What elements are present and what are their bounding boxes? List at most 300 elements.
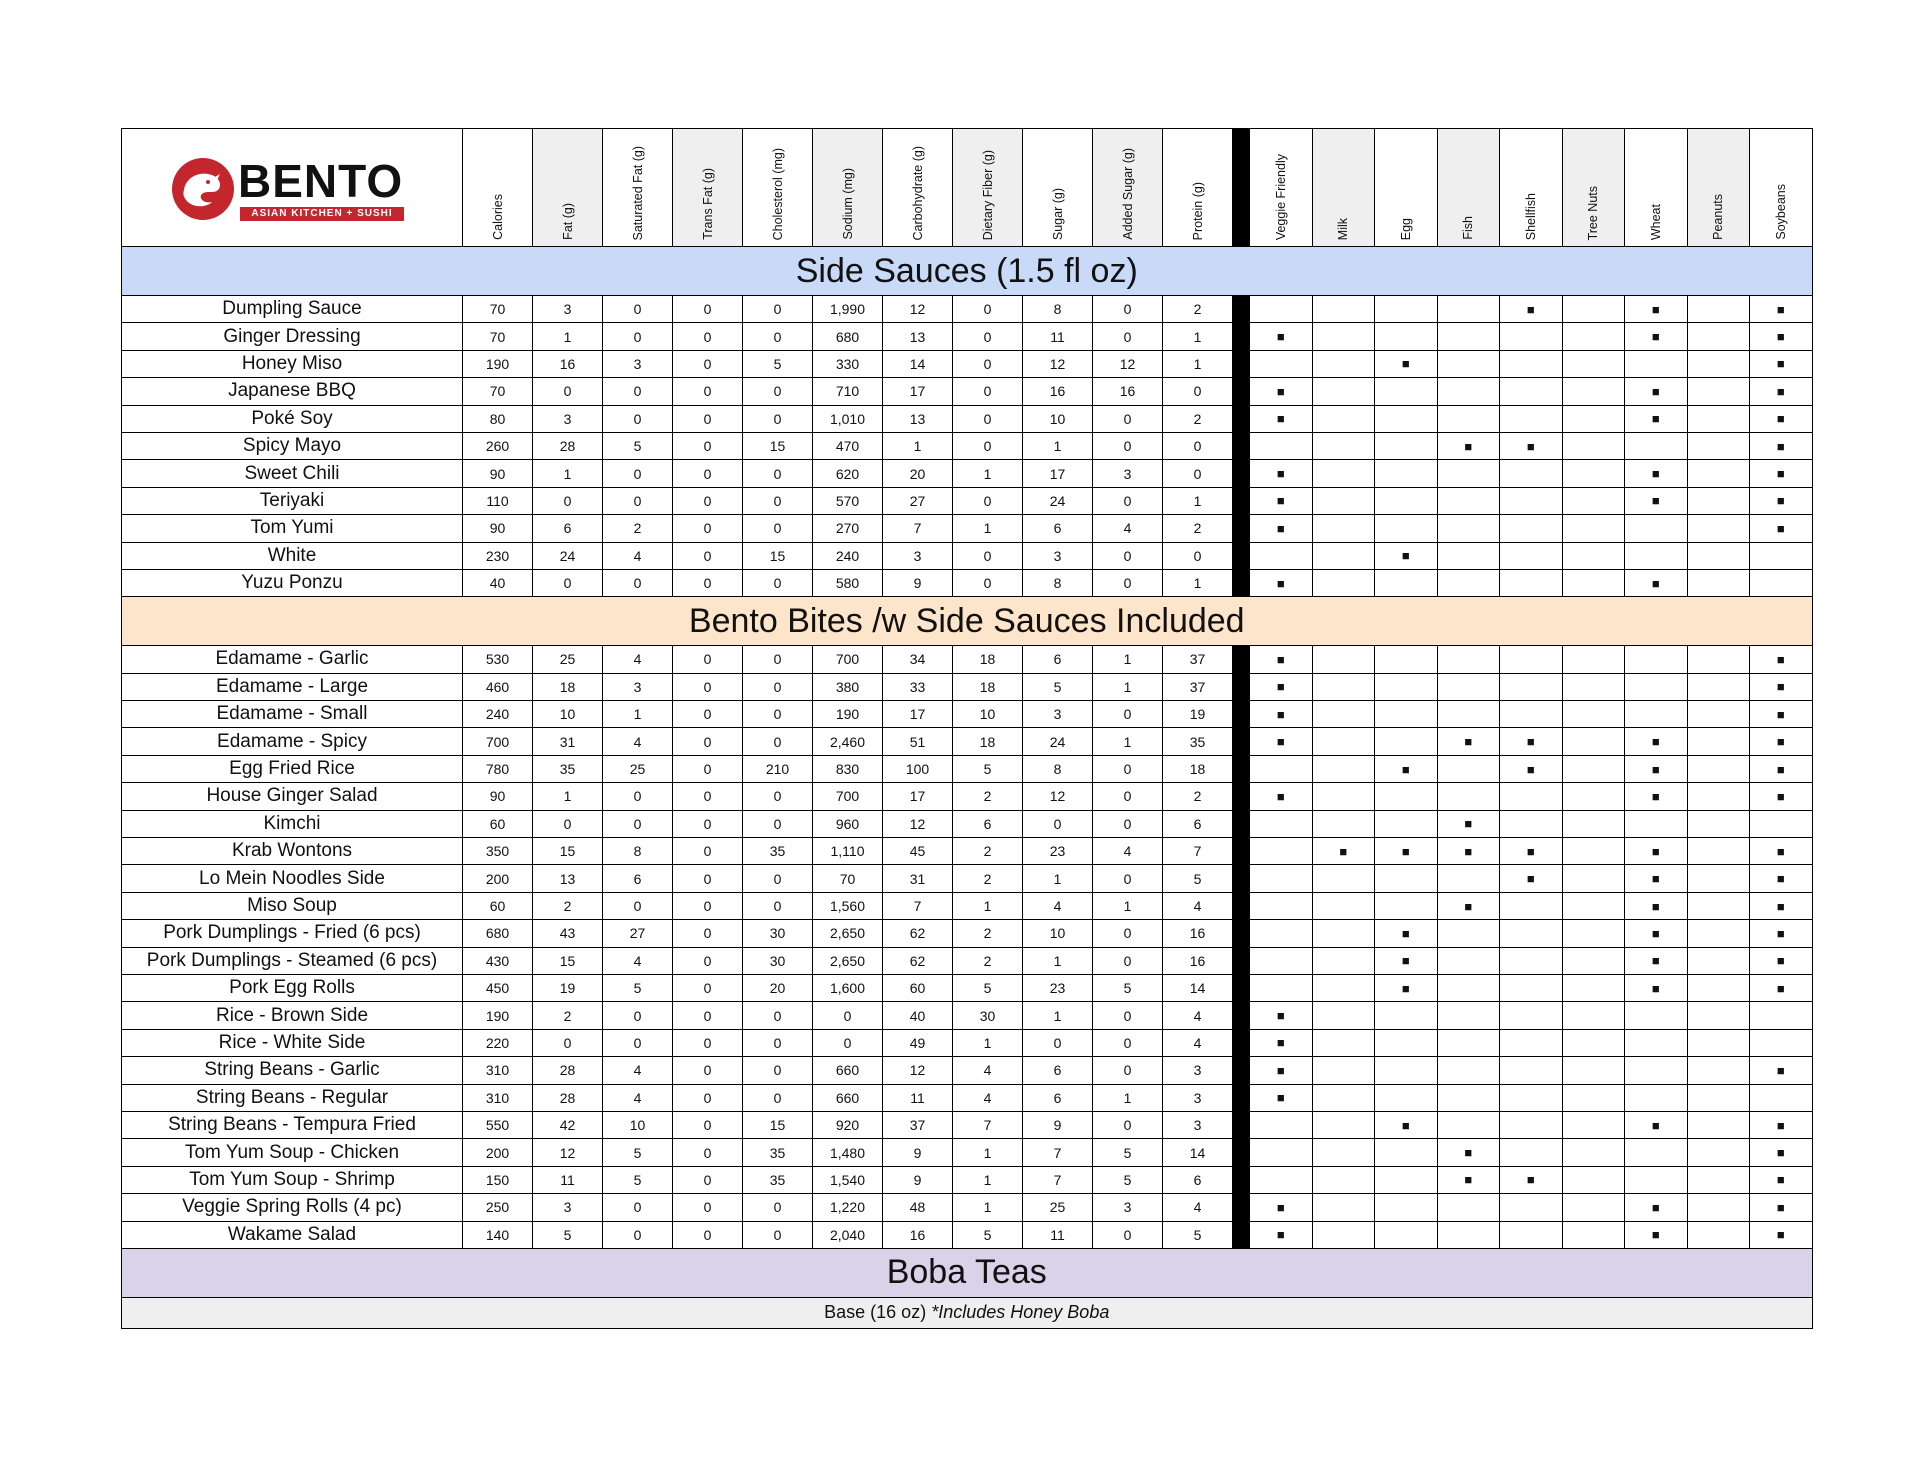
nutrition-value: 62 — [883, 947, 953, 974]
column-divider — [1233, 892, 1250, 919]
allergen-cell — [1625, 296, 1688, 323]
nutrition-value: 6 — [1163, 1166, 1233, 1193]
nutrition-value: 450 — [463, 974, 533, 1001]
item-name: Spicy Mayo — [122, 432, 463, 459]
allergen-mark: ■ — [1651, 329, 1660, 345]
nutrition-value: 0 — [603, 296, 673, 323]
nutrition-value: 14 — [883, 350, 953, 377]
allergen-cell — [1687, 974, 1750, 1001]
nutrition-value: 0 — [1093, 701, 1163, 728]
allergen-cell — [1687, 947, 1750, 974]
column-divider — [1233, 1002, 1250, 1029]
nutrition-value: 2 — [533, 1002, 603, 1029]
nutrition-value: 2 — [1163, 515, 1233, 542]
allergen-cell — [1312, 810, 1375, 837]
allergen-cell — [1562, 1084, 1625, 1111]
nutrition-value: 0 — [673, 1139, 743, 1166]
allergen-cell — [1375, 1111, 1438, 1138]
allergen-cell — [1375, 515, 1438, 542]
nutrition-value: 0 — [1093, 1057, 1163, 1084]
nutrition-value: 0 — [673, 515, 743, 542]
nutrition-value: 0 — [743, 569, 813, 596]
nutrition-value: 2 — [1163, 296, 1233, 323]
nutrition-value: 5 — [1093, 1139, 1163, 1166]
nutrition-value: 0 — [1023, 810, 1093, 837]
column-header-fish — [1437, 129, 1500, 247]
allergen-cell — [1562, 865, 1625, 892]
allergen-cell — [1500, 1111, 1563, 1138]
nutrition-value: 15 — [743, 542, 813, 569]
allergen-cell — [1625, 1166, 1688, 1193]
column-header-label: Soybeans — [1773, 184, 1788, 240]
nutrition-value: 9 — [883, 1139, 953, 1166]
column-divider — [1233, 1139, 1250, 1166]
allergen-cell — [1437, 296, 1500, 323]
allergen-cell — [1500, 783, 1563, 810]
nutrition-value: 0 — [1093, 432, 1163, 459]
nutrition-value: 7 — [883, 892, 953, 919]
allergen-cell — [1750, 542, 1813, 569]
nutrition-value: 0 — [673, 838, 743, 865]
allergen-cell — [1312, 1084, 1375, 1111]
nutrition-value: 14 — [1163, 1139, 1233, 1166]
allergen-cell — [1625, 542, 1688, 569]
nutrition-value: 0 — [673, 1002, 743, 1029]
nutrition-value: 0 — [673, 1029, 743, 1056]
nutrition-value: 0 — [603, 783, 673, 810]
allergen-cell — [1437, 947, 1500, 974]
nutrition-value: 7 — [1023, 1139, 1093, 1166]
allergen-cell — [1500, 1139, 1563, 1166]
allergen-cell — [1375, 920, 1438, 947]
allergen-cell — [1562, 947, 1625, 974]
nutrition-value: 0 — [743, 810, 813, 837]
nutrition-value: 15 — [533, 838, 603, 865]
table-row — [122, 569, 1813, 596]
allergen-cell — [1750, 974, 1813, 1001]
allergen-cell — [1562, 1002, 1625, 1029]
allergen-cell — [1375, 405, 1438, 432]
nutrition-value: 0 — [673, 323, 743, 350]
allergen-cell — [1562, 460, 1625, 487]
nutrition-value: 0 — [1023, 1029, 1093, 1056]
nutrition-value: 0 — [673, 810, 743, 837]
allergen-cell — [1562, 569, 1625, 596]
allergen-mark: ■ — [1776, 520, 1785, 536]
table-row — [122, 1084, 1813, 1111]
nutrition-value: 5 — [603, 1139, 673, 1166]
allergen-cell — [1687, 569, 1750, 596]
allergen-cell — [1312, 1194, 1375, 1221]
nutrition-value: 4 — [1163, 1029, 1233, 1056]
allergen-cell — [1500, 432, 1563, 459]
allergen-cell — [1250, 515, 1313, 542]
allergen-cell — [1750, 728, 1813, 755]
nutrition-value: 23 — [1023, 974, 1093, 1001]
allergen-cell — [1312, 865, 1375, 892]
column-header-label: Milk — [1336, 217, 1351, 240]
column-divider — [1233, 487, 1250, 514]
nutrition-value: 4 — [1093, 838, 1163, 865]
nutrition-value: 11 — [1023, 1221, 1093, 1248]
allergen-cell — [1750, 947, 1813, 974]
column-header-label: Trans Fat (g) — [700, 168, 715, 240]
nutrition-value: 10 — [1023, 405, 1093, 432]
allergen-mark: ■ — [1776, 438, 1785, 454]
nutrition-value: 460 — [463, 673, 533, 700]
allergen-cell — [1250, 974, 1313, 1001]
allergen-cell — [1500, 515, 1563, 542]
item-name: String Beans - Tempura Fried — [122, 1111, 463, 1138]
allergen-cell — [1375, 755, 1438, 782]
allergen-mark: ■ — [1526, 761, 1535, 777]
nutrition-value: 680 — [813, 323, 883, 350]
nutrition-value: 6 — [1023, 646, 1093, 673]
allergen-cell — [1750, 810, 1813, 837]
allergen-cell — [1625, 865, 1688, 892]
nutrition-value: 0 — [743, 1002, 813, 1029]
nutrition-value: 24 — [1023, 728, 1093, 755]
nutrition-value: 0 — [673, 432, 743, 459]
allergen-cell — [1312, 515, 1375, 542]
nutrition-value: 1 — [883, 432, 953, 459]
nutrition-value: 3 — [1163, 1111, 1233, 1138]
allergen-mark: ■ — [1651, 1227, 1660, 1243]
allergen-cell — [1375, 432, 1438, 459]
section-title: Side Sauces (1.5 fl oz) — [122, 247, 1813, 296]
allergen-mark: ■ — [1276, 520, 1285, 536]
column-divider — [1233, 810, 1250, 837]
nutrition-value: 0 — [533, 487, 603, 514]
nutrition-value: 6 — [533, 515, 603, 542]
allergen-mark: ■ — [1776, 761, 1785, 777]
allergen-cell — [1250, 569, 1313, 596]
logo-cell — [122, 129, 463, 247]
nutrition-value: 90 — [463, 515, 533, 542]
nutrition-value: 4 — [1163, 1002, 1233, 1029]
nutrition-value: 190 — [813, 701, 883, 728]
allergen-mark: ■ — [1276, 383, 1285, 399]
allergen-cell — [1500, 1057, 1563, 1084]
nutrition-value: 1 — [1093, 892, 1163, 919]
allergen-cell — [1312, 673, 1375, 700]
nutrition-value: 5 — [953, 755, 1023, 782]
boba-base-cell — [122, 1297, 1813, 1328]
allergen-cell — [1250, 1166, 1313, 1193]
nutrition-value: 780 — [463, 755, 533, 782]
column-header-peanuts — [1687, 129, 1750, 247]
allergen-cell — [1312, 947, 1375, 974]
nutrition-value: 190 — [463, 350, 533, 377]
nutrition-value: 4 — [603, 542, 673, 569]
nutrition-value: 90 — [463, 783, 533, 810]
allergen-cell — [1687, 1111, 1750, 1138]
nutrition-value: 9 — [883, 569, 953, 596]
nutrition-value: 4 — [1023, 892, 1093, 919]
nutrition-value: 28 — [533, 1084, 603, 1111]
allergen-cell — [1312, 728, 1375, 755]
column-divider — [1233, 947, 1250, 974]
column-header-dietary-fiber-g — [953, 129, 1023, 247]
allergen-cell — [1375, 1084, 1438, 1111]
nutrition-value: 240 — [813, 542, 883, 569]
table-row — [122, 432, 1813, 459]
nutrition-value: 40 — [883, 1002, 953, 1029]
boba-base-note: *Includes Honey Boba — [931, 1302, 1110, 1323]
allergen-mark: ■ — [1276, 575, 1285, 591]
allergen-cell — [1687, 701, 1750, 728]
column-divider — [1233, 542, 1250, 569]
allergen-cell — [1500, 323, 1563, 350]
nutrition-value: 37 — [1163, 673, 1233, 700]
allergen-cell — [1437, 1057, 1500, 1084]
table-row — [122, 892, 1813, 919]
column-header-label: Sugar (g) — [1050, 187, 1065, 240]
nutrition-value: 0 — [743, 323, 813, 350]
nutrition-value: 5 — [1163, 1221, 1233, 1248]
allergen-cell — [1312, 1139, 1375, 1166]
allergen-cell — [1250, 1221, 1313, 1248]
allergen-cell — [1437, 865, 1500, 892]
nutrition-value: 0 — [603, 487, 673, 514]
nutrition-value: 0 — [1163, 432, 1233, 459]
nutrition-value: 830 — [813, 755, 883, 782]
allergen-mark: ■ — [1464, 1145, 1473, 1161]
item-name: Poké Soy — [122, 405, 463, 432]
nutrition-value: 8 — [1023, 755, 1093, 782]
allergen-cell — [1312, 432, 1375, 459]
allergen-mark: ■ — [1276, 411, 1285, 427]
nutrition-value: 2,650 — [813, 920, 883, 947]
column-divider — [1233, 728, 1250, 755]
nutrition-value: 0 — [743, 1194, 813, 1221]
allergen-mark: ■ — [1276, 1008, 1285, 1024]
nutrition-value: 45 — [883, 838, 953, 865]
allergen-cell — [1437, 1221, 1500, 1248]
nutrition-value: 6 — [1163, 810, 1233, 837]
nutrition-value: 0 — [1163, 378, 1233, 405]
nutrition-value: 530 — [463, 646, 533, 673]
boba-base-label: Base (16 oz) — [824, 1302, 927, 1323]
allergen-cell — [1312, 974, 1375, 1001]
allergen-cell — [1500, 810, 1563, 837]
allergen-mark: ■ — [1776, 980, 1785, 996]
allergen-cell — [1250, 460, 1313, 487]
allergen-cell — [1500, 646, 1563, 673]
nutrition-value: 23 — [1023, 838, 1093, 865]
column-divider — [1233, 673, 1250, 700]
nutrition-value: 70 — [463, 296, 533, 323]
allergen-mark: ■ — [1776, 651, 1785, 667]
nutrition-value: 5 — [1163, 865, 1233, 892]
allergen-cell — [1625, 1057, 1688, 1084]
nutrition-value: 0 — [603, 892, 673, 919]
nutrition-value: 30 — [953, 1002, 1023, 1029]
nutrition-value: 33 — [883, 673, 953, 700]
allergen-cell — [1437, 920, 1500, 947]
item-name: Egg Fried Rice — [122, 755, 463, 782]
column-divider — [1233, 515, 1250, 542]
allergen-cell — [1250, 673, 1313, 700]
nutrition-value: 0 — [953, 487, 1023, 514]
allergen-cell — [1687, 892, 1750, 919]
allergen-mark: ■ — [1276, 466, 1285, 482]
allergen-mark: ■ — [1776, 706, 1785, 722]
allergen-mark: ■ — [1776, 466, 1785, 482]
allergen-cell — [1500, 1029, 1563, 1056]
allergen-cell — [1625, 378, 1688, 405]
nutrition-value: 40 — [463, 569, 533, 596]
allergen-cell — [1250, 755, 1313, 782]
nutrition-value: 220 — [463, 1029, 533, 1056]
table-row — [122, 323, 1813, 350]
nutrition-value: 3 — [1093, 460, 1163, 487]
allergen-mark: ■ — [1776, 788, 1785, 804]
column-header-label: Tree Nuts — [1586, 185, 1601, 240]
allergen-cell — [1500, 1084, 1563, 1111]
allergen-mark: ■ — [1651, 980, 1660, 996]
nutrition-value: 3 — [1023, 542, 1093, 569]
allergen-cell — [1562, 810, 1625, 837]
nutrition-value: 1 — [1163, 569, 1233, 596]
table-row — [122, 1002, 1813, 1029]
table-row — [122, 1111, 1813, 1138]
nutrition-value: 0 — [1093, 783, 1163, 810]
allergen-cell — [1437, 323, 1500, 350]
column-header-milk — [1312, 129, 1375, 247]
nutrition-value: 0 — [673, 350, 743, 377]
nutrition-value: 0 — [1163, 460, 1233, 487]
nutrition-value: 0 — [673, 1111, 743, 1138]
section-header — [122, 247, 1813, 296]
allergen-cell — [1687, 838, 1750, 865]
item-name: Rice - White Side — [122, 1029, 463, 1056]
table-row — [122, 810, 1813, 837]
nutrition-value: 43 — [533, 920, 603, 947]
nutrition-value: 90 — [463, 460, 533, 487]
allergen-cell — [1750, 432, 1813, 459]
allergen-cell — [1437, 542, 1500, 569]
nutrition-value: 1 — [1093, 728, 1163, 755]
allergen-cell — [1250, 892, 1313, 919]
allergen-cell — [1250, 432, 1313, 459]
nutrition-value: 0 — [673, 378, 743, 405]
nutrition-value: 3 — [1023, 701, 1093, 728]
column-divider — [1233, 838, 1250, 865]
nutrition-value: 0 — [1163, 542, 1233, 569]
allergen-cell — [1625, 892, 1688, 919]
nutrition-value: 0 — [743, 865, 813, 892]
nutrition-value: 0 — [743, 460, 813, 487]
item-name: House Ginger Salad — [122, 783, 463, 810]
allergen-cell — [1687, 810, 1750, 837]
nutrition-value: 0 — [1093, 1111, 1163, 1138]
allergen-cell — [1625, 350, 1688, 377]
allergen-cell — [1375, 1166, 1438, 1193]
table-row — [122, 865, 1813, 892]
nutrition-value: 0 — [953, 569, 1023, 596]
allergen-cell — [1437, 569, 1500, 596]
allergen-mark: ■ — [1276, 651, 1285, 667]
column-header-label: Veggie Friendly — [1273, 153, 1288, 240]
item-name: Miso Soup — [122, 892, 463, 919]
allergen-mark: ■ — [1276, 788, 1285, 804]
nutrition-value: 210 — [743, 755, 813, 782]
allergen-cell — [1750, 1139, 1813, 1166]
nutrition-value: 19 — [1163, 701, 1233, 728]
allergen-cell — [1312, 323, 1375, 350]
nutrition-value: 1,220 — [813, 1194, 883, 1221]
nutrition-value: 15 — [743, 1111, 813, 1138]
table-row — [122, 838, 1813, 865]
allergen-cell — [1625, 947, 1688, 974]
allergen-cell — [1375, 810, 1438, 837]
nutrition-value: 700 — [813, 783, 883, 810]
allergen-cell — [1500, 974, 1563, 1001]
nutrition-value: 0 — [953, 296, 1023, 323]
allergen-cell — [1437, 783, 1500, 810]
allergen-mark: ■ — [1776, 843, 1785, 859]
allergen-mark: ■ — [1526, 301, 1535, 317]
item-name: Dumpling Sauce — [122, 296, 463, 323]
item-name: Kimchi — [122, 810, 463, 837]
allergen-mark: ■ — [1776, 1227, 1785, 1243]
allergen-cell — [1687, 728, 1750, 755]
allergen-cell — [1500, 920, 1563, 947]
table-row — [122, 460, 1813, 487]
nutrition-value: 10 — [533, 701, 603, 728]
nutrition-value: 1,010 — [813, 405, 883, 432]
allergen-cell — [1750, 1057, 1813, 1084]
allergen-cell — [1625, 432, 1688, 459]
table-row — [122, 1029, 1813, 1056]
column-header-label: Fish — [1461, 216, 1476, 240]
allergen-cell — [1562, 838, 1625, 865]
allergen-cell — [1375, 350, 1438, 377]
allergen-mark: ■ — [1464, 898, 1473, 914]
nutrition-value: 5 — [1093, 974, 1163, 1001]
allergen-cell — [1250, 487, 1313, 514]
nutrition-value: 0 — [603, 569, 673, 596]
allergen-cell — [1375, 542, 1438, 569]
nutrition-value: 10 — [603, 1111, 673, 1138]
allergen-mark: ■ — [1651, 301, 1660, 317]
allergen-mark: ■ — [1651, 898, 1660, 914]
table-row — [122, 673, 1813, 700]
nutrition-value: 3 — [533, 1194, 603, 1221]
allergen-cell — [1500, 892, 1563, 919]
nutrition-value: 0 — [1093, 323, 1163, 350]
nutrition-value: 1,600 — [813, 974, 883, 1001]
allergen-cell — [1437, 810, 1500, 837]
allergen-cell — [1250, 1111, 1313, 1138]
allergen-cell — [1625, 646, 1688, 673]
column-header-label: Fat (g) — [560, 203, 575, 240]
nutrition-value: 1 — [533, 323, 603, 350]
allergen-cell — [1750, 701, 1813, 728]
nutrition-value: 0 — [1093, 1029, 1163, 1056]
nutrition-value: 660 — [813, 1084, 883, 1111]
column-header-sodium-mg — [813, 129, 883, 247]
nutrition-value: 0 — [1093, 865, 1163, 892]
nutrition-value: 660 — [813, 1057, 883, 1084]
allergen-cell — [1375, 701, 1438, 728]
table-row — [122, 1221, 1813, 1248]
nutrition-value: 2 — [603, 515, 673, 542]
boba-base-row — [122, 1297, 1813, 1328]
allergen-cell — [1437, 974, 1500, 1001]
nutrition-value: 18 — [533, 673, 603, 700]
